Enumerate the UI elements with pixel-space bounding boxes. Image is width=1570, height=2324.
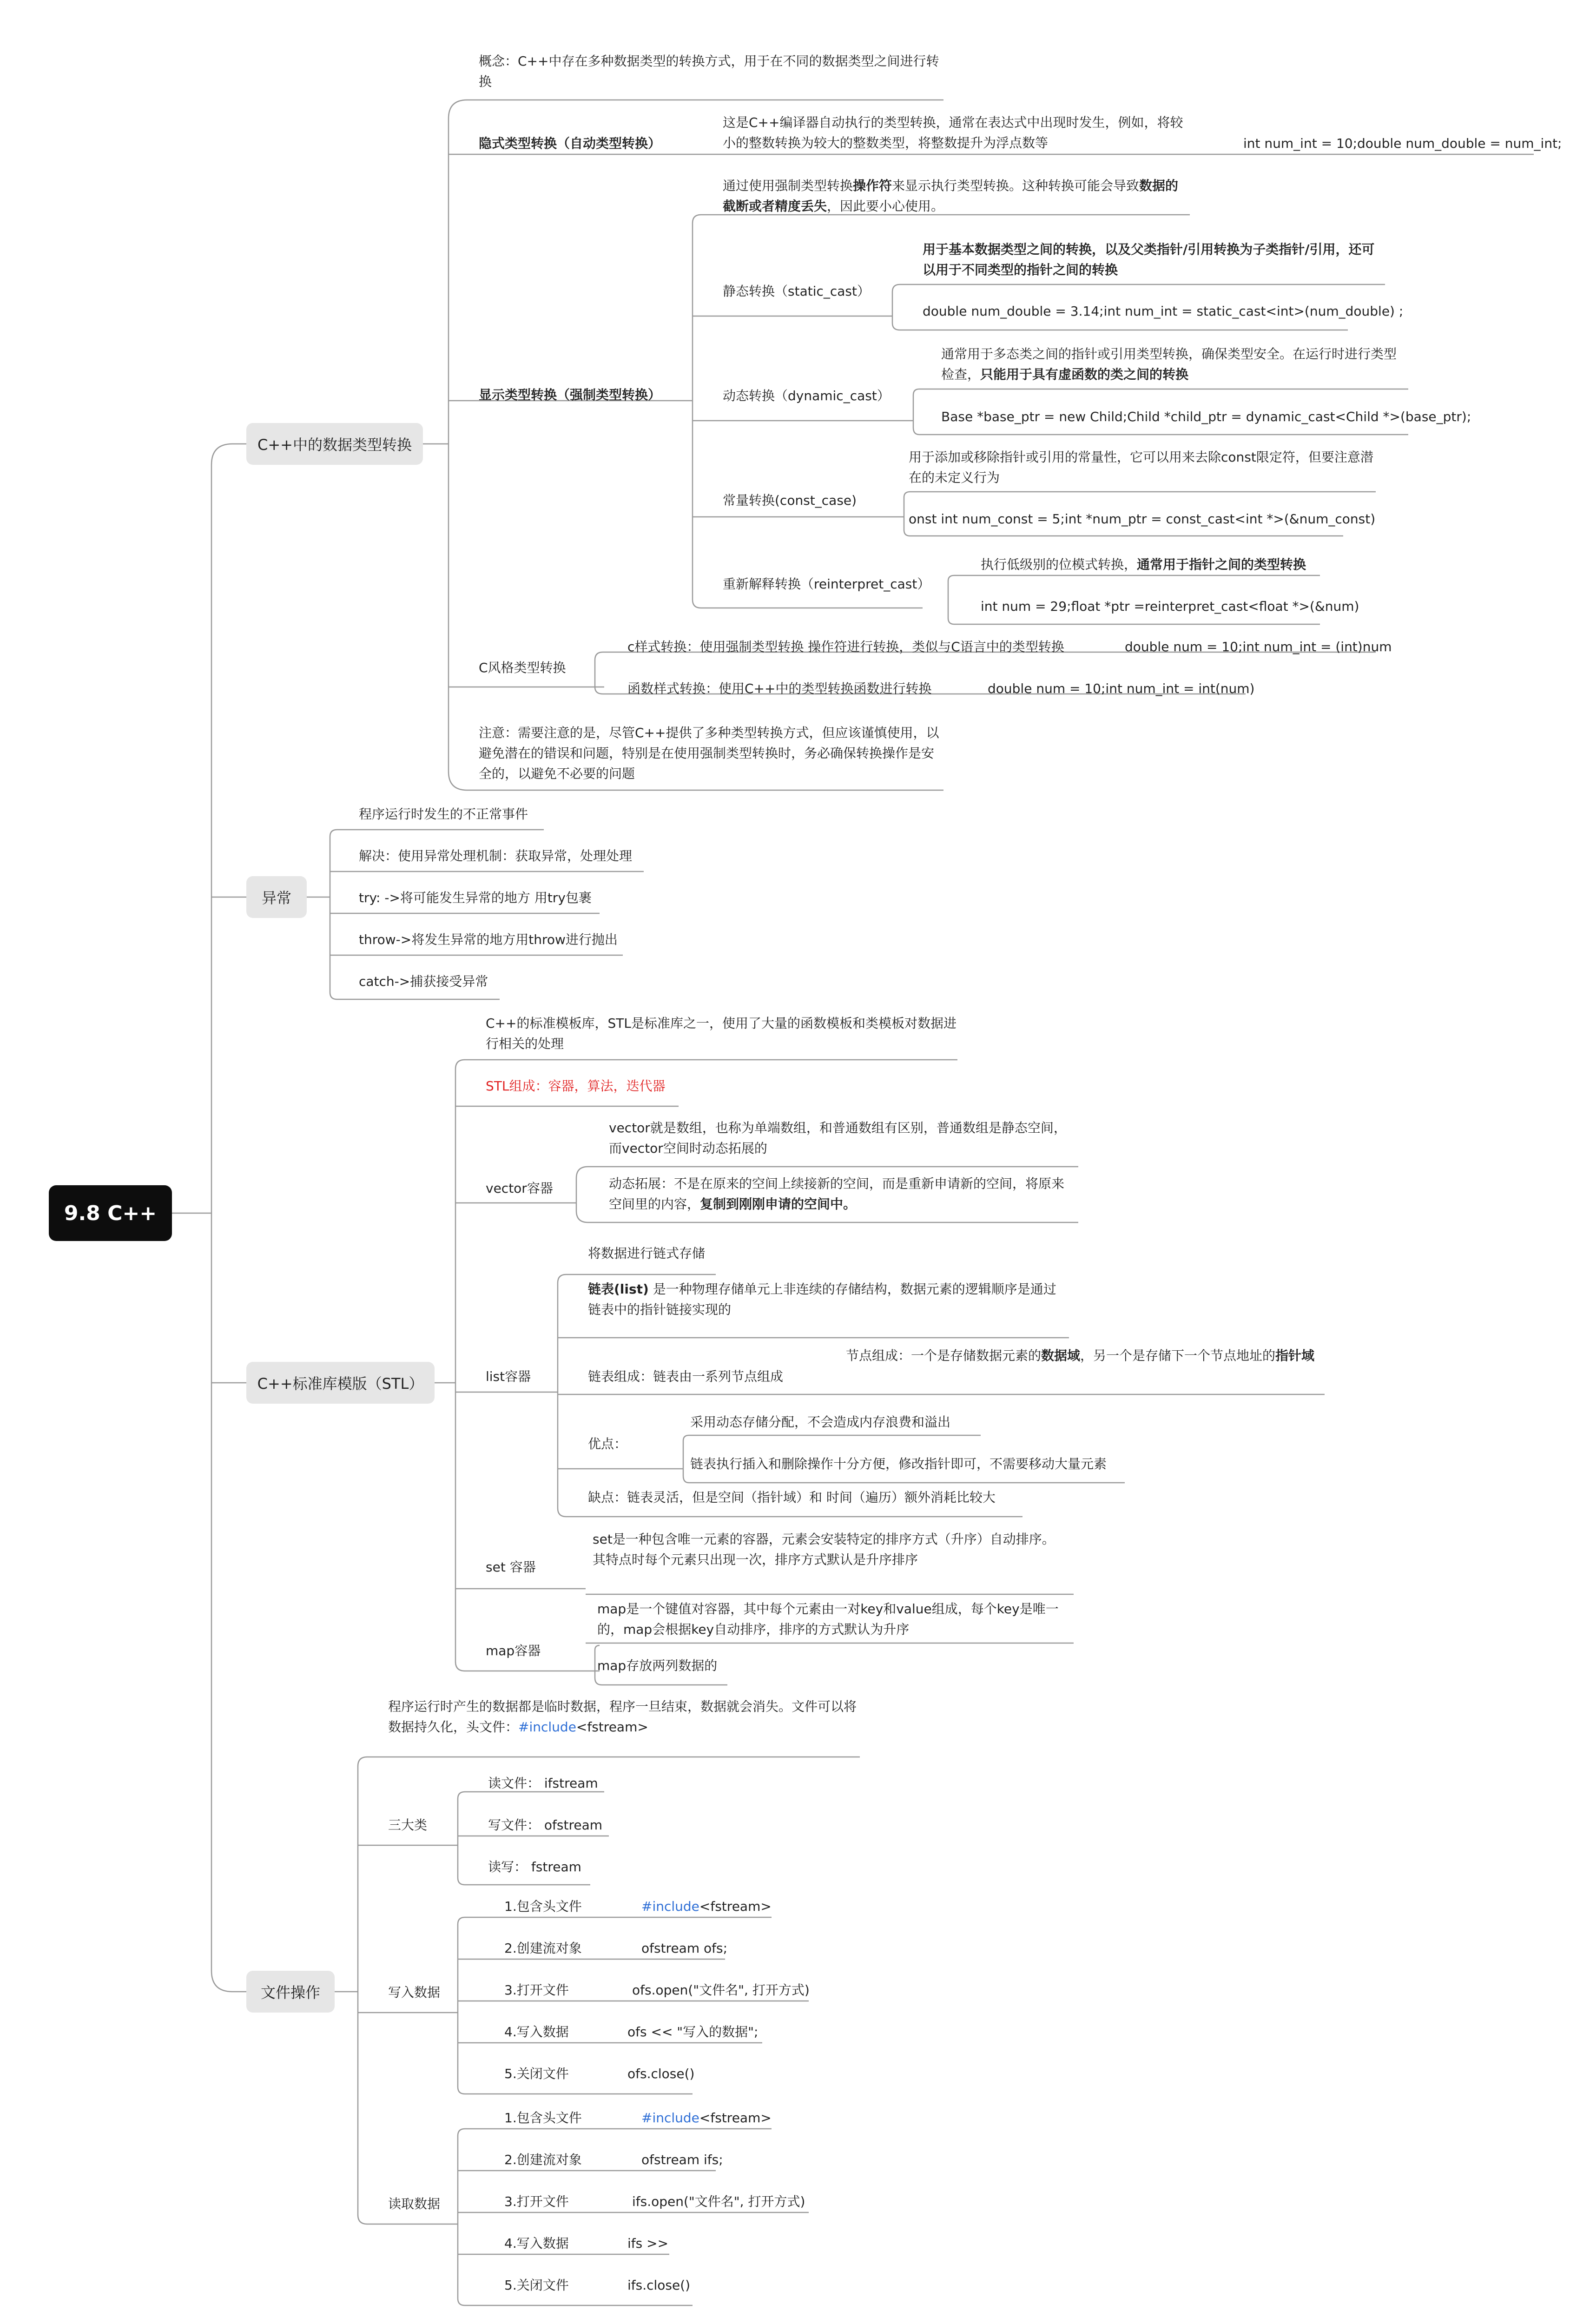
vector-desc-2a: 动态拓展：不是在原来的空间上续接新的空间，而是重新申请新的空间，将原来空间里的内容， [609, 1176, 1065, 1212]
list-cons: 缺点：链表灵活，但是空间（指针域）和 时间（遍历）额外消耗比较大 [588, 1490, 996, 1505]
stl-parts: STL组成：容器，算法，迭代器 [486, 1078, 666, 1094]
write-step-4: 4.写入数据 [504, 2024, 569, 2040]
reinterpret-cast-label[interactable]: 重新解释转换（reinterpret_cast） [723, 576, 930, 592]
function-style-cast-code: double num = 10;int num_int = int(num) [988, 681, 1255, 696]
c-style-label[interactable]: C风格类型转换 [479, 660, 566, 675]
write-step-3-code: ofs.open("文件名", 打开方式) [632, 1982, 810, 1998]
explicit-desc-b: 操作符 [853, 178, 892, 193]
stl-intro: C++的标准模板库，STL是标准库之一，使用了大量的函数模板和类模板对数据进行相关的处理 [486, 1016, 957, 1051]
dynamic-cast-code: Base *base_ptr = new Child;Child *child_ptr = dynamic_cast<Child *>(base_ptr); [941, 409, 1471, 424]
file-intro [388, 1697, 862, 1737]
write-step-4-code: ofs << "写入的数据"; [627, 2024, 759, 2040]
explicit-desc-c: 来显示执行类型转换。这种转换可能会导致 [892, 178, 1140, 193]
exception-item-2: 解决：使用异常处理机制：获取异常，处理处理 [359, 848, 633, 864]
three-item-1: 读文件： ifstream [488, 1776, 598, 1791]
reinterpret-cast-code: int num = 29;float *ptr =reinterpret_cast<float *>(&num) [981, 599, 1359, 614]
write-step-1: 1.包含头文件 [504, 1899, 582, 1914]
explicit-desc [723, 176, 1187, 217]
node-desc-d: 指针域 [1275, 1348, 1315, 1363]
static-cast-code: double num_double = 3.14;int num_int = static_cast<int>(num_double) ; [923, 304, 1404, 319]
vector-desc-1: vector就是数组，也称为单端数组，和普通数组有区别，普通数组是静态空间，而vector空间时动态拓展的 [609, 1120, 1067, 1156]
set-desc: set是一种包含唯一元素的容器，元素会安装特定的排序方式（升序）自动排序。其特点时每个元素只出现一次，排序方式默认是升序排序 [593, 1532, 1055, 1567]
three-item-3: 读写： fstream [488, 1859, 581, 1875]
write-step-1-kw: #include [641, 1899, 699, 1914]
branch-file-operation[interactable]: 文件操作 [246, 1971, 335, 2013]
conversion-note: 注意：需要注意的是，尽管C++提供了多种类型转换方式，但应该谨慎使用，以避免潜在的错误和问题，特别是在使用强制类型转换时，务必确保转换操作是安全的，以避免不必要的问题 [479, 725, 939, 781]
read-step-1: 1.包含头文件 [504, 2110, 582, 2126]
explicit-conversion-label[interactable]: 显示类型转换（强制类型转换） [479, 387, 661, 403]
write-step-2: 2.创建流对象 [504, 1941, 582, 1956]
read-step-1-code [641, 2108, 772, 2128]
dynamic-desc-b: 只能用于具有虚函数的类之间的转换 [980, 367, 1189, 382]
list-item-3: 链表组成：链表由一系列节点组成 [588, 1369, 784, 1384]
node-desc-c: ，另一个是存储下一个节点地址的 [1080, 1348, 1276, 1363]
list-pro-1: 采用动态存储分配，不会造成内存浪费和溢出 [690, 1414, 951, 1430]
write-step-1-code [641, 1896, 772, 1917]
read-data-label[interactable]: 读取数据 [388, 2196, 441, 2212]
list-item-2 [588, 1279, 1067, 1320]
read-step-3: 3.打开文件 [504, 2194, 569, 2209]
const-cast-desc: 用于添加或移除指针或引用的常量性，它可以用来去除const限定符，但要注意潜在的未定义行为 [909, 449, 1373, 485]
dynamic-desc-a: 通常用于多态类之间的指针或引用类型转换，确保类型安全。在运行时进行类型检查， [941, 346, 1397, 382]
implicit-code: int num_int = 10;double num_double = num_int; [1243, 136, 1562, 151]
read-step-2: 2.创建流对象 [504, 2152, 582, 2167]
branch-exception[interactable]: 异常 [246, 876, 307, 918]
read-step-3-code: ifs.open("文件名", 打开方式) [632, 2194, 805, 2209]
list-label[interactable]: list容器 [486, 1369, 531, 1384]
explicit-desc-d: 数据的截断或者精度丢失 [723, 178, 1179, 214]
reinterpret-desc-b: 通常用于指针之间的类型转换 [1137, 557, 1306, 572]
map-desc-2: map存放两列数据的 [597, 1658, 718, 1673]
node-desc-a: 节点组成：一个是存储数据元素的 [846, 1348, 1042, 1363]
set-label[interactable]: set 容器 [486, 1559, 536, 1575]
const-cast-label[interactable]: 常量转换(const_case) [723, 493, 857, 508]
file-intro-b: <fstream> [576, 1719, 648, 1735]
three-item-2: 写文件： ofstream [488, 1817, 603, 1833]
branch-type-conversion[interactable]: C++中的数据类型转换 [246, 423, 423, 465]
read-step-4: 4.写入数据 [504, 2236, 569, 2251]
file-intro-a: 程序运行时产生的数据都是临时数据，程序一旦结束，数据就会消失。文件可以将数据持久化，头文件： [388, 1699, 857, 1735]
dynamic-cast-label[interactable]: 动态转换（dynamic_cast） [723, 388, 890, 403]
exception-item-1: 程序运行时发生的不正常事件 [359, 806, 528, 822]
static-cast-label[interactable]: 静态转换（static_cast） [723, 284, 870, 299]
c-style-cast-code: double num = 10;int num_int = (int)num [1125, 639, 1392, 654]
reinterpret-desc-a: 执行低级别的位模式转换， [981, 557, 1137, 572]
file-intro-include: #include [518, 1719, 576, 1735]
read-step-2-code: ofstream ifs; [641, 2152, 723, 2167]
write-step-2-code: ofstream ofs; [641, 1941, 728, 1956]
list-item-2a: 链表(list) [588, 1281, 649, 1297]
map-desc-1: map是一个键值对容器，其中每个元素由一对key和value组成，每个key是唯一的，map会根据key自动排序，排序的方式默认为升序 [597, 1601, 1059, 1637]
concept-text: 概念：C++中存在多种数据类型的转换方式，用于在不同的数据类型之间进行转换 [479, 53, 939, 89]
write-step-3: 3.打开文件 [504, 1982, 569, 1998]
function-style-cast-text: 函数样式转换：使用C++中的类型转换函数进行转换 [627, 681, 932, 696]
static-cast-desc: 用于基本数据类型之间的转换，以及父类指针/引用转换为子类指针/引用，还可以用于不同类型的指针之间的转换 [923, 242, 1375, 277]
list-item-1: 将数据进行链式存储 [588, 1246, 706, 1261]
write-data-label[interactable]: 写入数据 [388, 1985, 441, 2000]
explicit-desc-a: 通过使用强制类型转换 [723, 178, 853, 193]
exception-item-3: try: ->将可能发生异常的地方 用try包裹 [359, 890, 592, 905]
dynamic-cast-desc [941, 344, 1406, 385]
root-node[interactable]: 9.8 C++ [49, 1185, 172, 1241]
branch-stl[interactable]: C++标准库模版（STL） [246, 1362, 435, 1404]
read-step-5: 5.关闭文件 [504, 2278, 569, 2293]
const-cast-code: onst int num_const = 5;int *num_ptr = const_cast<int *>(&num_const) [909, 511, 1376, 527]
node-desc-b: 数据域 [1041, 1348, 1081, 1363]
list-pro-2: 链表执行插入和删除操作十分方便，修改指针即可，不需要移动大量元素 [690, 1456, 1107, 1472]
write-step-5: 5.关闭文件 [504, 2066, 569, 2081]
write-step-1-val: <fstream> [699, 1899, 772, 1914]
vector-desc-2b: 复制到刚刚申请的空间中。 [700, 1196, 857, 1212]
read-step-4-code: ifs >> [627, 2236, 669, 2251]
explicit-desc-e: ，因此要小心使用。 [827, 198, 944, 214]
three-classes-label[interactable]: 三大类 [388, 1817, 428, 1833]
exception-item-4: throw->将发生异常的地方用throw进行抛出 [359, 932, 618, 947]
c-style-cast-text: c样式转换：使用强制类型转换 操作符进行转换，类似与C语言中的类型转换 [627, 639, 1064, 654]
map-label[interactable]: map容器 [486, 1643, 541, 1658]
list-pros-label[interactable]: 优点： [588, 1436, 627, 1452]
reinterpret-cast-desc [981, 555, 1306, 575]
write-step-5-code: ofs.close() [627, 2066, 695, 2081]
read-step-1-kw: #include [641, 2110, 699, 2126]
list-node-desc [846, 1346, 1329, 1366]
list-item-2b: 是一种物理存储单元上非连续的存储结构，数据元素的逻辑顺序是通过链表中的指针链接实现的 [588, 1281, 1056, 1317]
vector-desc-2 [609, 1174, 1074, 1215]
read-step-5-code: ifs.close() [627, 2278, 691, 2293]
implicit-desc: 这是C++编译器自动执行的类型转换，通常在表达式中出现时发生，例如，将较小的整数转换为较大的整数类型，将整数提升为浮点数等 [723, 115, 1183, 151]
vector-label[interactable]: vector容器 [486, 1181, 553, 1196]
read-step-1-val: <fstream> [699, 2110, 772, 2126]
implicit-conversion-label[interactable]: 隐式类型转换（自动类型转换） [479, 136, 661, 151]
exception-item-5: catch->捕获接受异常 [359, 974, 488, 989]
